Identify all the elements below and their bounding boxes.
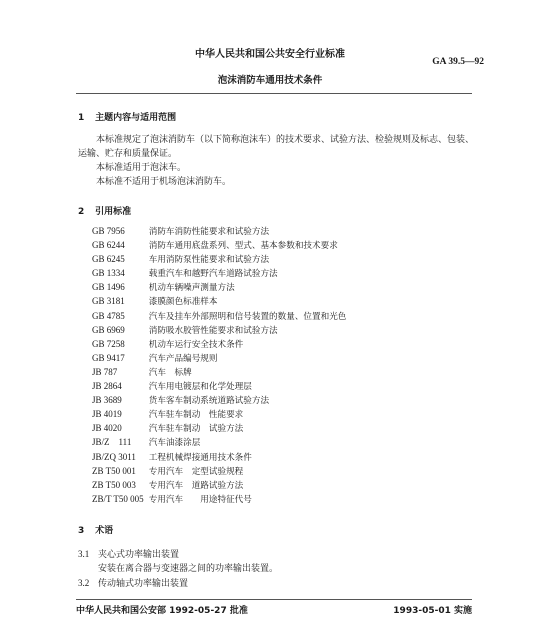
reference-item [92, 492, 472, 506]
reference-title: 载重汽车和越野汽车道路试验方法 [148, 269, 278, 280]
reference-code: GB 3181 [92, 296, 125, 307]
section-1-number: 1 [78, 113, 85, 123]
reference-code: GB 4785 [92, 310, 125, 321]
reference-item [92, 464, 472, 478]
reference-code: GB 9417 [92, 352, 125, 363]
term-clause: 3.2 [78, 578, 90, 588]
reference-title: 车用消防泵性能要求和试验方法 [148, 255, 270, 266]
reference-item [92, 379, 472, 393]
reference-code: JB/ZQ 3011 [92, 451, 136, 462]
reference-item [92, 421, 472, 435]
reference-title: 专用汽车 用途特征代号 [148, 494, 252, 505]
reference-list [92, 224, 472, 506]
reference-code: GB 6969 [92, 324, 125, 335]
term-item [78, 576, 474, 591]
reference-title: 汽车 标牌 [148, 367, 192, 378]
section-2-number: 2 [78, 207, 85, 217]
term-name: 传动轴式功率输出装置 [98, 579, 189, 589]
reference-title: 机动车辆噪声测量方法 [148, 283, 235, 294]
reference-item [92, 252, 472, 266]
term-name: 夹心式功率输出装置 [98, 550, 180, 560]
reference-code: GB 6244 [92, 240, 125, 251]
reference-title: 消防车消防性能要求和试验方法 [148, 227, 270, 237]
reference-code: JB 2864 [92, 381, 122, 392]
reference-item [92, 351, 472, 365]
reference-code: GB 1496 [92, 282, 125, 293]
reference-title: 汽车用电镀层和化学处理层 [148, 382, 252, 393]
section-1-heading [78, 110, 176, 123]
section-2-title: 引用标准 [95, 207, 132, 217]
section-3-heading [78, 523, 113, 536]
section-1-para-3: 本标准不适用于机场泡沫消防车。 [96, 177, 232, 187]
reference-title: 汽车产品编号规则 [148, 353, 218, 364]
reference-item [92, 266, 472, 280]
reference-code: JB 3689 [92, 395, 122, 406]
reference-code: GB 7956 [92, 226, 125, 236]
header-rule [76, 93, 472, 94]
section-1-body [78, 133, 474, 189]
reference-title: 工程机械焊接通用技术条件 [148, 452, 252, 463]
reference-code: JB 787 [92, 366, 118, 377]
section-1-para-2: 本标准适用于泡沫车。 [96, 163, 187, 173]
reference-title: 消防吸水胶管性能要求和试验方法 [148, 325, 278, 336]
reference-item [92, 280, 472, 294]
standard-code: GA 39.5—92 [432, 57, 484, 67]
reference-title: 漆膜颜色标准样本 [148, 297, 218, 308]
reference-item [92, 478, 472, 492]
standard-title: 泡沫消防车通用技术条件 [217, 75, 323, 86]
reference-title: 货车客车制动系统道路试验方法 [148, 396, 270, 407]
section-3-number: 3 [78, 526, 85, 536]
reference-item [92, 294, 472, 308]
reference-title: 汽车驻车制动 性能要求 [148, 410, 244, 421]
reference-item [92, 337, 472, 351]
reference-item [92, 224, 472, 238]
reference-title: 机动车运行安全技术条件 [148, 339, 244, 350]
reference-item [92, 407, 472, 421]
term-definition: 安装在离合器与变速器之间的功率输出装置。 [98, 564, 279, 574]
term-item [78, 547, 474, 562]
reference-code: GB 1334 [92, 268, 125, 279]
reference-title: 专用汽车 道路试验方法 [148, 480, 244, 491]
reference-title: 汽车驻车制动 试验方法 [148, 424, 244, 435]
footer-rule [76, 599, 472, 600]
reference-code: JB 4020 [92, 423, 122, 434]
reference-item [92, 323, 472, 337]
reference-title: 消防车通用底盘系列、型式、基本参数和技术要求 [148, 241, 338, 252]
reference-title: 汽车油漆涂层 [148, 438, 201, 449]
approval-info: 中华人民共和国公安部 1992-05-27 批准 [76, 606, 248, 616]
section-2-heading [78, 204, 131, 217]
section-1-para-1: 本标准规定了泡沫消防车（以下简称泡沫车）的技术要求、试验方法、检验规则及标志、包装、运输、贮存和质量保证。 [78, 135, 475, 159]
term-clause: 3.1 [78, 549, 90, 559]
effective-date: 1993-05-01 实施 [393, 606, 472, 616]
section-3-title: 术语 [95, 526, 114, 536]
standard-category-title: 中华人民共和国公共安全行业标准 [195, 49, 345, 60]
reference-code: ZB/T T50 005 [92, 493, 144, 504]
reference-code: GB 6245 [92, 254, 125, 265]
reference-title: 汽车及挂车外部照明和信号装置的数量、位置和光色 [148, 311, 347, 322]
reference-item [92, 365, 472, 379]
reference-item [92, 238, 472, 252]
reference-title: 专用汽车 定型试验规程 [148, 466, 244, 477]
reference-item [92, 435, 472, 449]
reference-code: ZB T50 003 [92, 479, 136, 490]
reference-code: ZB T50 001 [92, 465, 136, 476]
reference-item [92, 393, 472, 407]
section-1-title: 主题内容与适用范围 [95, 113, 177, 123]
reference-item [92, 450, 472, 464]
reference-code: JB 4019 [92, 409, 122, 420]
reference-code: GB 7258 [92, 338, 125, 349]
reference-code: JB/Z 111 [92, 437, 132, 448]
reference-item [92, 309, 472, 323]
terms-list [78, 547, 474, 591]
